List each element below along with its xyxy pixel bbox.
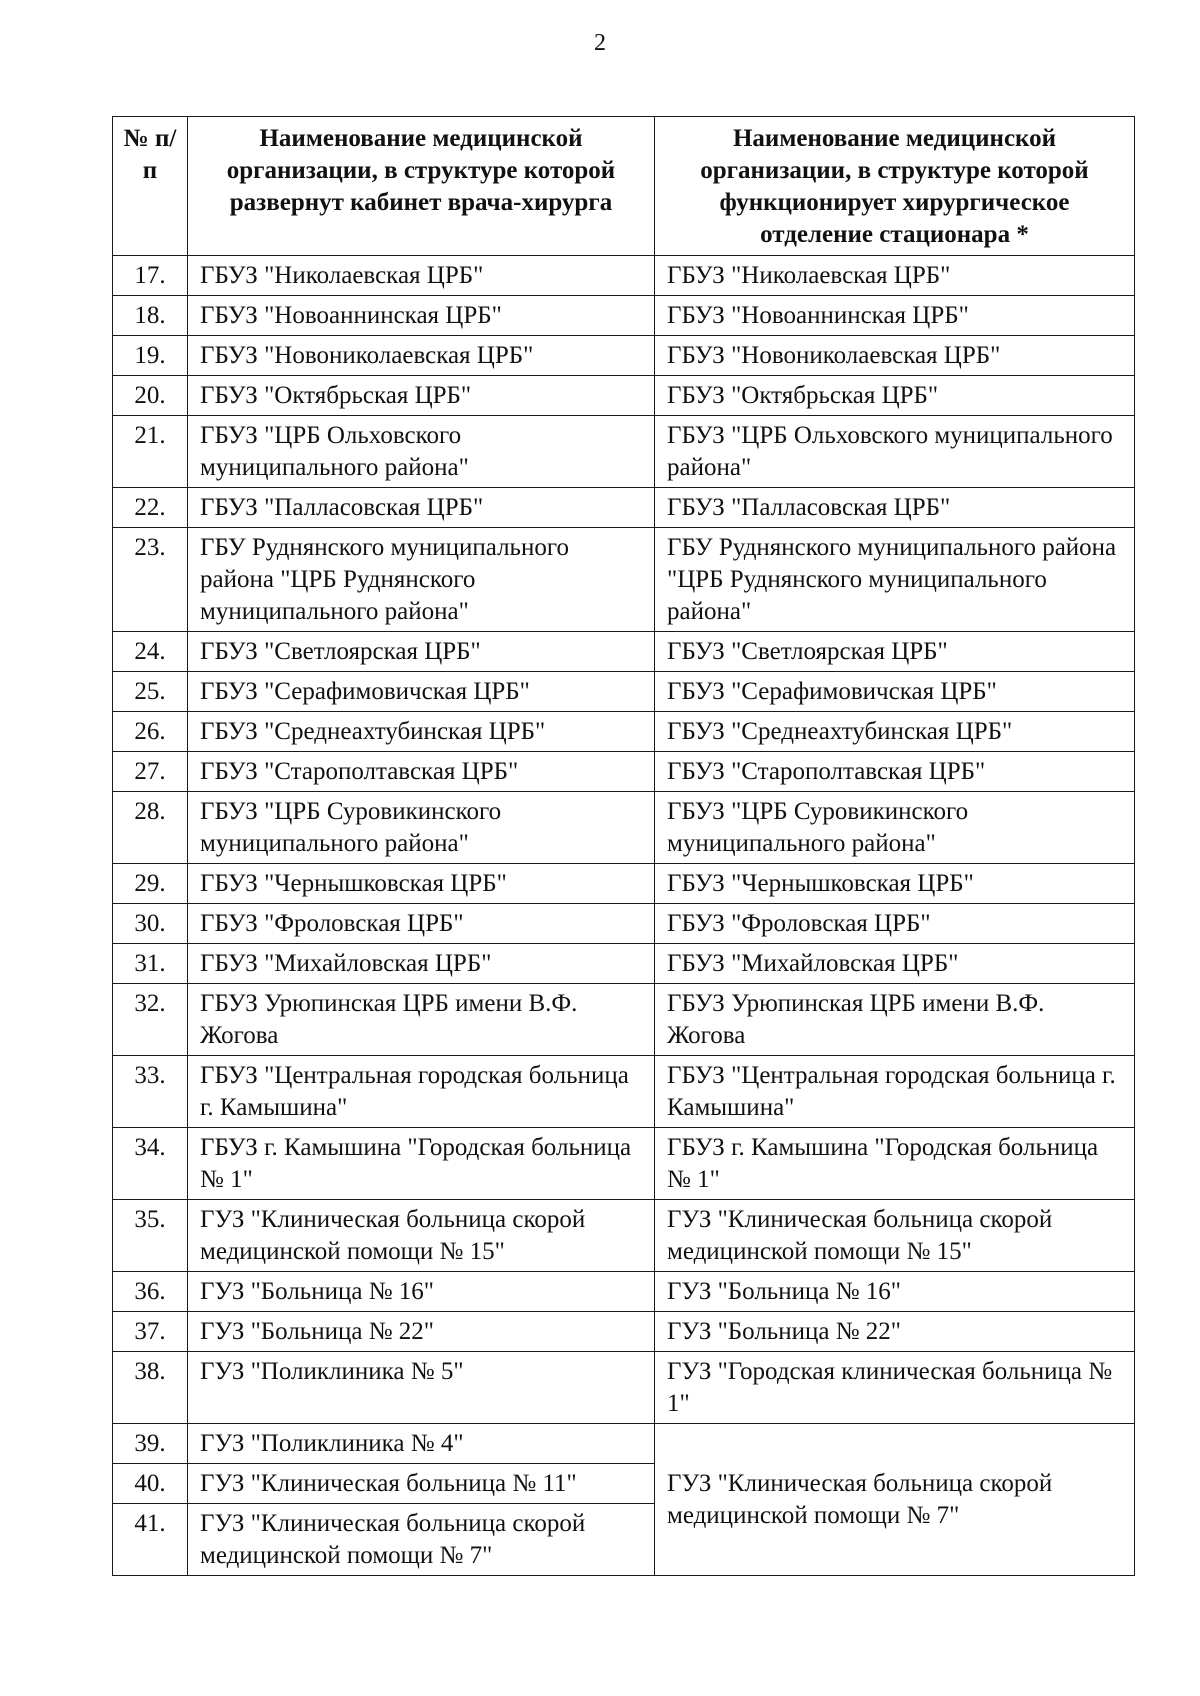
row-number: 35. [113, 1200, 188, 1272]
table-row [113, 1056, 1135, 1128]
department-org-cell: ГУЗ "Больница № 22" [655, 1312, 1135, 1352]
cabinet-org-cell: ГУЗ "Поликлиника № 4" [188, 1424, 655, 1464]
row-number: 17. [113, 256, 188, 296]
table-row [113, 1200, 1135, 1272]
row-number: 21. [113, 416, 188, 488]
row-number: 29. [113, 864, 188, 904]
department-org-cell: ГБУЗ "Серафимовичская ЦРБ" [655, 672, 1135, 712]
row-number: 25. [113, 672, 188, 712]
cabinet-org-cell: ГБУЗ "Светлоярская ЦРБ" [188, 632, 655, 672]
department-org-cell: ГБУЗ Урюпинская ЦРБ имени В.Ф. Жогова [655, 984, 1135, 1056]
table-row [113, 904, 1135, 944]
table-row [113, 944, 1135, 984]
row-number: 32. [113, 984, 188, 1056]
department-org-cell: ГБУЗ "Среднеахтубинская ЦРБ" [655, 712, 1135, 752]
cabinet-org-cell: ГБУ Руднянского муниципального района "ЦРБ Руднянского муниципального района" [188, 528, 655, 632]
cabinet-org-cell: ГБУЗ "Центральная городская больница г. Камышина" [188, 1056, 655, 1128]
department-org-cell-merged: ГУЗ "Клиническая больница скорой медицинской помощи № 7" [655, 1424, 1135, 1576]
table-row [113, 712, 1135, 752]
department-org-cell: ГБУЗ "Николаевская ЦРБ" [655, 256, 1135, 296]
row-number: 37. [113, 1312, 188, 1352]
cabinet-org-cell: ГУЗ "Клиническая больница скорой медицинской помощи № 7" [188, 1504, 655, 1576]
row-number: 19. [113, 336, 188, 376]
table-row [113, 416, 1135, 488]
cabinet-org-cell: ГБУЗ "Палласовская ЦРБ" [188, 488, 655, 528]
cabinet-org-cell: ГУЗ "Больница № 22" [188, 1312, 655, 1352]
row-number: 31. [113, 944, 188, 984]
department-org-cell: ГБУЗ "Чернышковская ЦРБ" [655, 864, 1135, 904]
cabinet-org-cell: ГУЗ "Больница № 16" [188, 1272, 655, 1312]
cabinet-org-cell: ГБУЗ "Октябрьская ЦРБ" [188, 376, 655, 416]
header-surgeon-cabinet-org: Наименование медицинской организации, в структуре которой развернут кабинет врача-хирурга [188, 117, 655, 256]
cabinet-org-cell: ГБУЗ "Серафимовичская ЦРБ" [188, 672, 655, 712]
table-row [113, 632, 1135, 672]
row-number: 24. [113, 632, 188, 672]
cabinet-org-cell: ГУЗ "Клиническая больница № 11" [188, 1464, 655, 1504]
row-number: 38. [113, 1352, 188, 1424]
department-org-cell: ГБУЗ "Фроловская ЦРБ" [655, 904, 1135, 944]
table-row [113, 296, 1135, 336]
cabinet-org-cell: ГБУЗ "Среднеахтубинская ЦРБ" [188, 712, 655, 752]
row-number: 28. [113, 792, 188, 864]
department-org-cell: ГУЗ "Больница № 16" [655, 1272, 1135, 1312]
table-header-row [113, 117, 1135, 256]
table-row [113, 864, 1135, 904]
table-row [113, 376, 1135, 416]
table-row [113, 1424, 1135, 1464]
cabinet-org-cell: ГБУЗ "ЦРБ Суровикинского муниципального района" [188, 792, 655, 864]
table-row [113, 528, 1135, 632]
row-number: 36. [113, 1272, 188, 1312]
department-org-cell: ГУЗ "Клиническая больница скорой медицинской помощи № 15" [655, 1200, 1135, 1272]
table-row [113, 1128, 1135, 1200]
table-row [113, 336, 1135, 376]
cabinet-org-cell: ГБУЗ "Фроловская ЦРБ" [188, 904, 655, 944]
table-row [113, 1312, 1135, 1352]
row-number: 20. [113, 376, 188, 416]
header-surgical-department-org: Наименование медицинской организации, в структуре которой функционирует хирургическое отделение стационара * [655, 117, 1135, 256]
department-org-cell: ГБУЗ "Новониколаевская ЦРБ" [655, 336, 1135, 376]
row-number: 40. [113, 1464, 188, 1504]
table-row [113, 984, 1135, 1056]
cabinet-org-cell: ГБУЗ "Новониколаевская ЦРБ" [188, 336, 655, 376]
department-org-cell: ГБУЗ "Михайловская ЦРБ" [655, 944, 1135, 984]
department-org-cell: ГБУЗ "Палласовская ЦРБ" [655, 488, 1135, 528]
organizations-table [112, 116, 1135, 1576]
cabinet-org-cell: ГУЗ "Поликлиника № 5" [188, 1352, 655, 1424]
row-number: 27. [113, 752, 188, 792]
department-org-cell: ГБУЗ "Старополтавская ЦРБ" [655, 752, 1135, 792]
table-row [113, 752, 1135, 792]
row-number: 18. [113, 296, 188, 336]
department-org-cell: ГБУ Руднянского муниципального района "ЦРБ Руднянского муниципального района" [655, 528, 1135, 632]
table-row [113, 256, 1135, 296]
row-number: 22. [113, 488, 188, 528]
row-number: 26. [113, 712, 188, 752]
department-org-cell: ГУЗ "Городская клиническая больница № 1" [655, 1352, 1135, 1424]
header-number: № п/п [113, 117, 188, 256]
department-org-cell: ГБУЗ "Центральная городская больница г. Камышина" [655, 1056, 1135, 1128]
row-number: 34. [113, 1128, 188, 1200]
cabinet-org-cell: ГБУЗ "Николаевская ЦРБ" [188, 256, 655, 296]
cabinet-org-cell: ГБУЗ "Чернышковская ЦРБ" [188, 864, 655, 904]
cabinet-org-cell: ГБУЗ "Старополтавская ЦРБ" [188, 752, 655, 792]
cabinet-org-cell: ГБУЗ г. Камышина "Городская больница № 1" [188, 1128, 655, 1200]
row-number: 30. [113, 904, 188, 944]
department-org-cell: ГБУЗ г. Камышина "Городская больница № 1" [655, 1128, 1135, 1200]
table-row [113, 1352, 1135, 1424]
department-org-cell: ГБУЗ "Новоаннинская ЦРБ" [655, 296, 1135, 336]
table-row [113, 1272, 1135, 1312]
cabinet-org-cell: ГБУЗ "Михайловская ЦРБ" [188, 944, 655, 984]
row-number: 41. [113, 1504, 188, 1576]
cabinet-org-cell: ГБУЗ "ЦРБ Ольховского муниципального района" [188, 416, 655, 488]
page-number: 2 [594, 30, 606, 56]
row-number: 33. [113, 1056, 188, 1128]
cabinet-org-cell: ГУЗ "Клиническая больница скорой медицинской помощи № 15" [188, 1200, 655, 1272]
cabinet-org-cell: ГБУЗ Урюпинская ЦРБ имени В.Ф. Жогова [188, 984, 655, 1056]
cabinet-org-cell: ГБУЗ "Новоаннинская ЦРБ" [188, 296, 655, 336]
row-number: 39. [113, 1424, 188, 1464]
department-org-cell: ГБУЗ "ЦРБ Суровикинского муниципального района" [655, 792, 1135, 864]
table-row [113, 792, 1135, 864]
row-number: 23. [113, 528, 188, 632]
department-org-cell: ГБУЗ "Октябрьская ЦРБ" [655, 376, 1135, 416]
table-row [113, 672, 1135, 712]
department-org-cell: ГБУЗ "Светлоярская ЦРБ" [655, 632, 1135, 672]
table-row [113, 488, 1135, 528]
department-org-cell: ГБУЗ "ЦРБ Ольховского муниципального района" [655, 416, 1135, 488]
